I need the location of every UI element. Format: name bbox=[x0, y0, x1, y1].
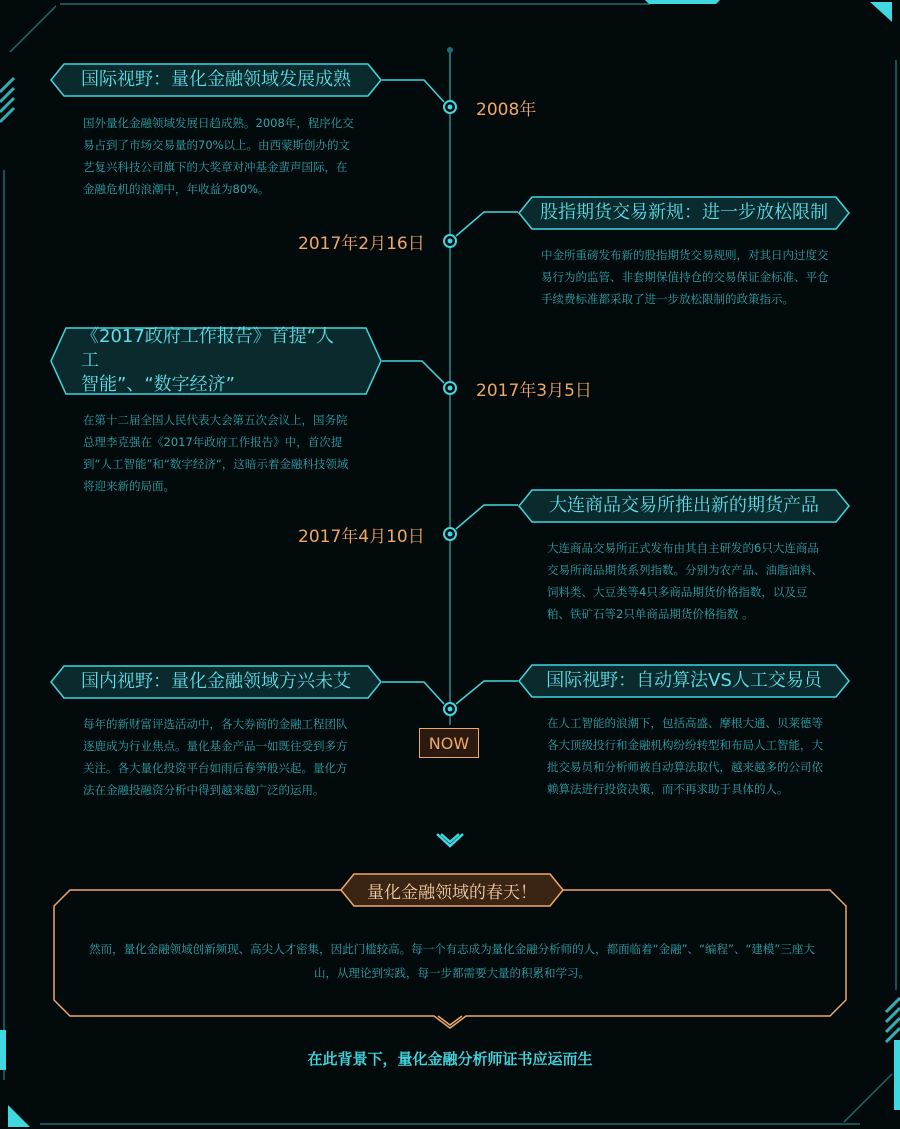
spring-title-text: 量化金融领域的春天！ bbox=[367, 882, 537, 903]
bottom-text: 在此背景下，量化金融分析师证书应运而生 bbox=[307, 1050, 593, 1068]
timeline-desc-2008: 国外量化金融领域发展日趋成熟。2008年，程序化交易占到了市场交易量的70%以上。由西蒙斯创办的文艺复兴科技公司旗下的大奖章对冲基金蜚声国际，在金融危机的浪潮中，年收益为80%。 bbox=[83, 116, 354, 196]
date-2008: 2008年 bbox=[476, 100, 537, 120]
date-2017-02-16: 2017年2月16日 bbox=[298, 234, 425, 254]
spring-text: 然而，量化金融领域创新频现、高尖人才密集，因此门槛较高。每一个有志成为量化金融分析师的人，都面临着“金融”、“编程”、“建模”三座大山，从理论到实践，每一步都需要大量的积累和学习。 bbox=[89, 942, 815, 980]
timeline-desc-2017-04-10: 大连商品交易所正式发布由其自主研发的6只大连商品交易所商品期货系列指数。分别为农产品、油脂油料、饲料类、大豆类等4只多商品期货价格指数，以及豆粕、铁矿石等2只单商品期货价格指数 。 bbox=[547, 541, 823, 621]
title-text: 国际视野：量化金融领域发展成熟 bbox=[81, 68, 351, 90]
title-line-1: 《2017政府工作报告》首提“人工 bbox=[81, 325, 335, 371]
date-2017-04-10: 2017年4月10日 bbox=[298, 527, 425, 547]
timeline-desc-international: 在人工智能的浪潮下，包括高盛、摩根大通、贝莱德等各大顶级投行和金融机构纷纷转型和布局人工智能，大批交易员和分析师被自动算法取代，越来越多的公司依赖算法进行投资决策，而不再求助于具体的人。 bbox=[547, 716, 823, 796]
timeline-desc-2017-02-16: 中金所重磅发布新的股指期货交易规则，对其日内过度交易行为的监管、非套期保值持仓的交易保证金标准、平仓手续费标准都采取了进一步放松限制的政策指示。 bbox=[541, 248, 829, 306]
title-text: 国际视野：自动算法VS人工交易员 bbox=[546, 669, 822, 691]
title-text: 股指期货交易新规：进一步放松限制 bbox=[540, 201, 828, 223]
date-2017-03-05: 2017年3月5日 bbox=[476, 381, 592, 401]
timeline-title-international bbox=[518, 664, 850, 698]
timeline-title-2017-03-05 bbox=[50, 327, 382, 395]
title-text: 国内视野：量化金融领域方兴未艾 bbox=[81, 670, 351, 692]
title-text bbox=[81, 325, 351, 398]
timeline-title-2017-04-10 bbox=[518, 489, 850, 523]
title-line-2: 智能”、“数字经济” bbox=[81, 374, 235, 396]
timeline-desc-2017-03-05: 在第十二届全国人民代表大会第五次会议上，国务院总理李克强在《2017年政府工作报告》中，首次提到“人工智能”和“数字经济“，这暗示着金融科技领域将迎来新的局面。 bbox=[83, 413, 349, 493]
title-text: 大连商品交易所推出新的期货产品 bbox=[549, 494, 819, 516]
timeline-title-2017-02-16 bbox=[518, 196, 850, 230]
timeline-title-domestic bbox=[50, 665, 382, 699]
timeline-desc-domestic: 每年的新财富评选活动中，各大券商的金融工程团队逐鹿成为行业焦点。量化基金产品一如既往受到多方关注。各大量化投资平台如雨后春笋般兴起。量化方法在金融投融资分析中得到越来越广泛的运用。 bbox=[83, 717, 348, 797]
now-badge: NOW bbox=[419, 728, 479, 758]
timeline-title-2008 bbox=[50, 63, 382, 97]
spring-title bbox=[340, 873, 564, 907]
